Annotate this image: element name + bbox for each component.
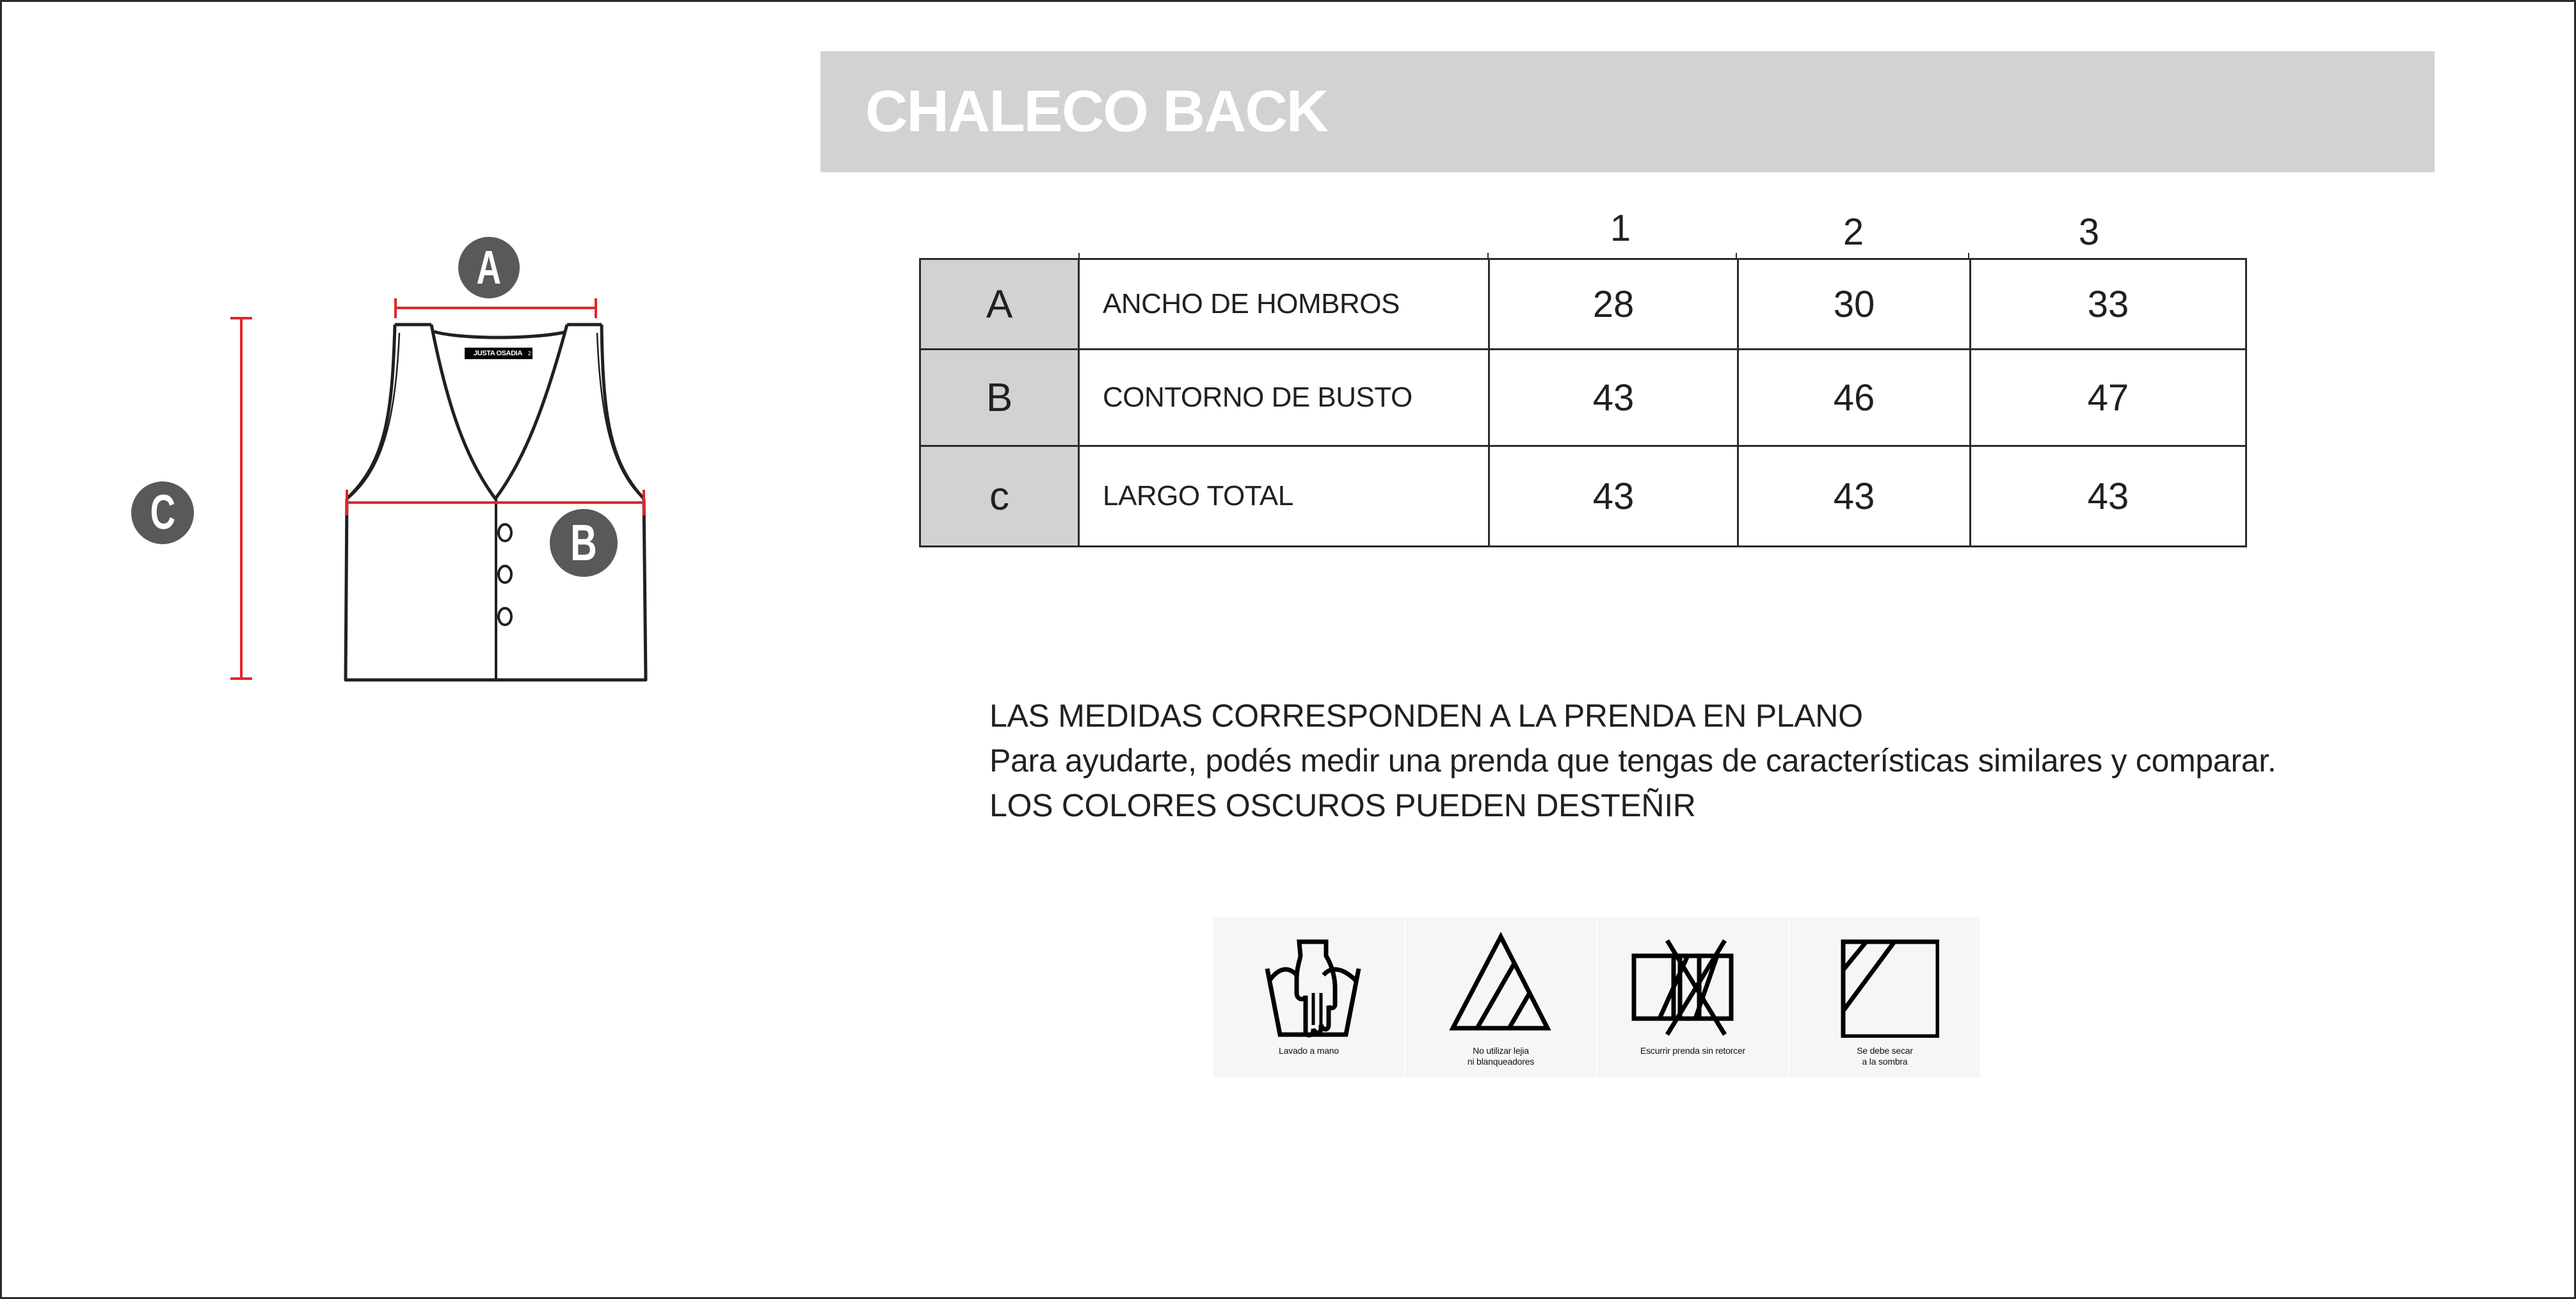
vest-diagram — [0, 0, 768, 717]
table-row — [920, 446, 2246, 547]
size-table — [919, 258, 2247, 547]
button-icon — [499, 524, 511, 541]
cell-value: 43 — [1738, 446, 1971, 547]
care-caption: Escurrir prenda sin retorcer — [1640, 1045, 1745, 1056]
badge-b — [550, 509, 618, 577]
measurement-notes — [989, 693, 2276, 828]
cell-value: 46 — [1738, 350, 1971, 446]
cell-value: 43 — [1489, 446, 1738, 547]
button-icon — [499, 566, 511, 583]
row-label: ANCHO DE HOMBROS — [1079, 259, 1489, 350]
care-caption: ni blanqueadores — [1467, 1056, 1535, 1067]
badge-a-letter: A — [476, 241, 502, 294]
label-brand: JUSTA OSADIA — [474, 350, 522, 357]
row-key: A — [920, 259, 1079, 350]
size-header-3: 3 — [2078, 211, 2100, 253]
size-header-2: 2 — [1843, 211, 1864, 253]
button-icon — [499, 608, 511, 625]
label-size: 2 — [526, 348, 532, 359]
size-header-1: 1 — [1610, 207, 1631, 249]
badge-a — [458, 237, 520, 298]
row-key: B — [920, 350, 1079, 446]
note-line: Para ayudarte, podés medir una prenda que tengas de características similares y comparar. — [989, 743, 2276, 779]
care-item-do-not-wring — [1597, 917, 1788, 1077]
care-caption: a la sombra — [1862, 1056, 1908, 1067]
measure-line-a — [396, 298, 596, 318]
note-line: LOS COLORES OSCUROS PUEDEN DESTEÑIR — [989, 787, 1696, 823]
cell-value: 33 — [1971, 259, 2246, 350]
do-not-wring-icon — [1629, 929, 1757, 1038]
cell-value: 43 — [1489, 350, 1738, 446]
measure-line-c — [230, 318, 252, 679]
row-key: c — [920, 446, 1079, 547]
care-item-no-bleach — [1405, 917, 1596, 1077]
cell-value: 28 — [1489, 259, 1738, 350]
cell-value: 47 — [1971, 350, 2246, 446]
care-caption: Se debe secar — [1857, 1045, 1913, 1056]
hand-wash-icon — [1254, 929, 1363, 1038]
cell-value: 43 — [1971, 446, 2246, 547]
care-caption: No utilizar lejia — [1473, 1045, 1529, 1056]
note-line: LAS MEDIDAS CORRESPONDEN A LA PRENDA EN PLANO — [989, 698, 1863, 734]
garment-label-tag — [465, 348, 531, 359]
care-item-hand-wash — [1213, 917, 1404, 1077]
no-bleach-icon — [1446, 929, 1555, 1038]
badge-c — [131, 481, 194, 544]
page-title: CHALECO BACK — [865, 79, 1328, 144]
table-row — [920, 350, 2246, 446]
table-row — [920, 259, 2246, 350]
title-bar — [820, 51, 2435, 172]
cell-value: 30 — [1738, 259, 1971, 350]
badge-c-letter: C — [150, 485, 175, 540]
badge-b-letter: B — [570, 514, 597, 571]
care-caption: Lavado a mano — [1279, 1045, 1339, 1056]
dry-in-shade-icon — [1830, 929, 1939, 1038]
care-instructions — [1213, 917, 1980, 1077]
care-item-dry-in-shade — [1789, 917, 1980, 1077]
row-label: CONTORNO DE BUSTO — [1079, 350, 1489, 446]
row-label: LARGO TOTAL — [1079, 446, 1489, 547]
